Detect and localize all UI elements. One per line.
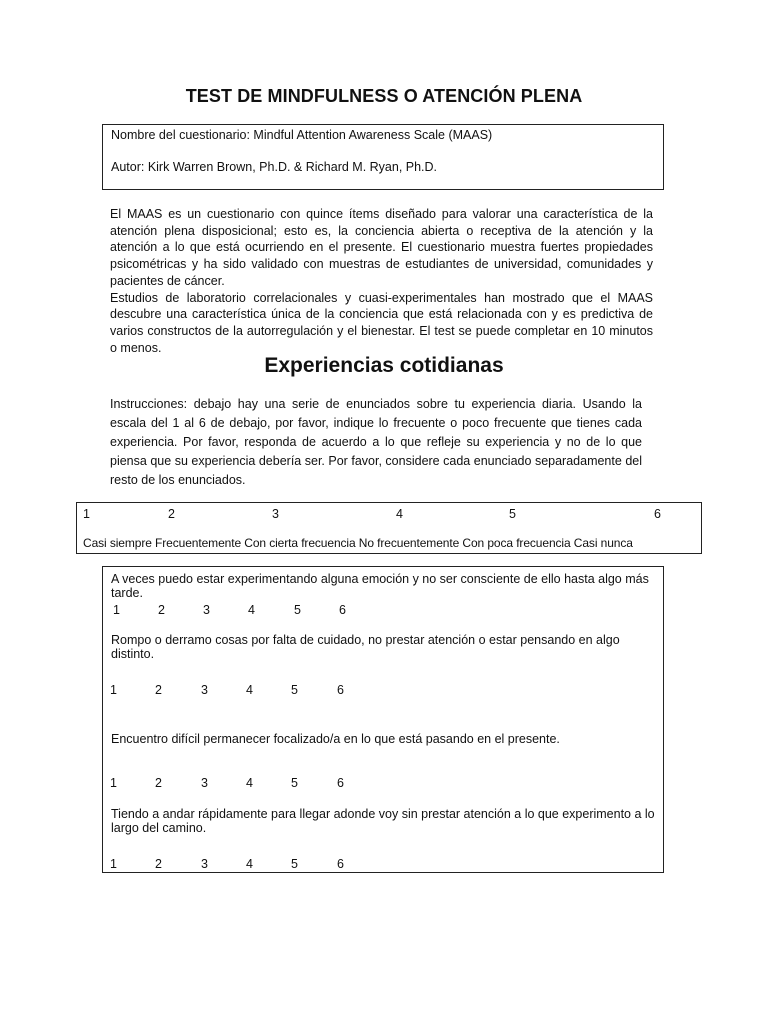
scale-number: 3 (272, 507, 279, 521)
scale-number: 6 (654, 507, 661, 521)
scale-number: 5 (509, 507, 516, 521)
rating-option[interactable]: 4 (246, 857, 253, 871)
rating-option[interactable]: 5 (291, 683, 298, 697)
rating-option[interactable]: 3 (201, 683, 208, 697)
rating-option[interactable]: 5 (291, 776, 298, 790)
description-paragraph-2: Estudios de laboratorio correlacionales y cuasi-experimentales han mostrado que el MAAS descubre una característica única de la conciencia que está relacionada con y es predictiva de varios constructos de la autorregulación y el bienestar. El test se puede completar en 10 minutos o menos. (110, 290, 653, 355)
rating-option[interactable]: 1 (110, 857, 117, 871)
rating-option[interactable]: 3 (203, 603, 210, 617)
scale-legend-box (76, 502, 702, 554)
rating-option[interactable]: 2 (155, 683, 162, 697)
description (110, 206, 653, 356)
rating-option[interactable]: 3 (201, 776, 208, 790)
rating-option[interactable]: 6 (339, 603, 346, 617)
rating-option[interactable]: 6 (337, 683, 344, 697)
rating-option[interactable]: 2 (158, 603, 165, 617)
rating-option[interactable]: 4 (246, 683, 253, 697)
item-options (103, 857, 403, 873)
rating-option[interactable]: 6 (337, 776, 344, 790)
item-statement: Rompo o derramo cosas por falta de cuidado, no prestar atención o estar pensando en algo distinto. (111, 633, 620, 661)
rating-option[interactable]: 1 (110, 683, 117, 697)
questionnaire-info-box (102, 124, 664, 190)
rating-option[interactable]: 2 (155, 857, 162, 871)
section-title: Experiencias cotidianas (264, 354, 504, 377)
page-title: TEST DE MINDFULNESS O ATENCIÓN PLENA (185, 86, 583, 106)
item-options (103, 603, 403, 619)
item-statement: Encuentro difícil permanecer focalizado/a en lo que está pasando en el presente. (111, 732, 560, 746)
rating-option[interactable]: 5 (291, 857, 298, 871)
rating-option[interactable]: 1 (113, 603, 120, 617)
rating-option[interactable]: 4 (248, 603, 255, 617)
scale-number: 4 (396, 507, 403, 521)
rating-option[interactable]: 4 (246, 776, 253, 790)
item-options (103, 683, 403, 699)
instructions: Instrucciones: debajo hay una serie de enunciados sobre tu experiencia diaria. Usando la escala del 1 al 6 de debajo, por favor, indique lo frecuente o poco frecuente que tienes cada experiencia. Por favor, responda de acuerdo a lo que refleje su experiencia y no de lo que piensa que su experiencia debería ser. Por favor, considere cada enunciado separadamente del resto de los enunciados. (110, 397, 642, 487)
scale-number: 2 (168, 507, 175, 521)
item-options (103, 776, 403, 792)
items-box (102, 566, 664, 873)
item-statement: A veces puedo estar experimentando alguna emoción y no ser consciente de ello hasta algo más tarde. (111, 572, 649, 600)
scale-labels: Casi siempre Frecuentemente Con cierta frecuencia No frecuentemente Con poca frecuencia Casi nunca (83, 536, 633, 550)
rating-option[interactable]: 1 (110, 776, 117, 790)
description-paragraph-1: El MAAS es un cuestionario con quince ítems diseñado para valorar una característica de la atención plena disposicional; esto es, la conciencia abierta o receptiva de la atención y la atención a lo que está ocurriendo en el presente. El cuestionario muestra fuertes propiedades psicométricas y ha sido validado con muestras de estudiantes de universidad, comunidades y pacientes de cáncer. (110, 207, 653, 288)
scale-number: 1 (83, 507, 90, 521)
rating-option[interactable]: 6 (337, 857, 344, 871)
questionnaire-name: Nombre del cuestionario: Mindful Attention Awareness Scale (MAAS) (111, 128, 493, 142)
rating-option[interactable]: 5 (294, 603, 301, 617)
rating-option[interactable]: 3 (201, 857, 208, 871)
item-statement: Tiendo a andar rápidamente para llegar adonde voy sin prestar atención a lo que experimento a lo largo del camino. (111, 807, 655, 835)
rating-option[interactable]: 2 (155, 776, 162, 790)
questionnaire-author: Autor: Kirk Warren Brown, Ph.D. & Richard M. Ryan, Ph.D. (111, 160, 438, 174)
